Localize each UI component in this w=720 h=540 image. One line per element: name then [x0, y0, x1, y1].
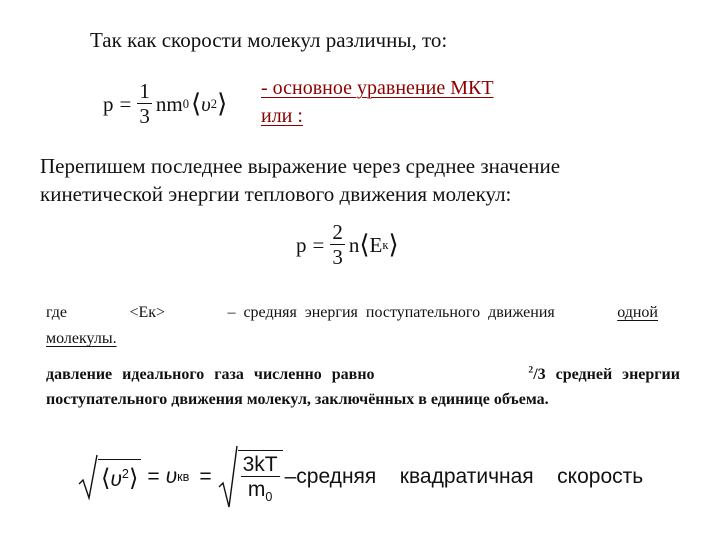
- definition-one: одной: [617, 304, 658, 321]
- bold-statement-fraction: [528, 366, 680, 384]
- eq2-n: n: [348, 232, 360, 257]
- eq3-mass-sub: 0: [265, 490, 273, 505]
- eq2-denominator: 3: [332, 245, 343, 269]
- eq1-denominator: 3: [139, 104, 150, 128]
- eq3-numerator: 3kT: [242, 453, 278, 476]
- definition-where: где: [46, 304, 68, 321]
- bold-statement-sup: 2: [528, 364, 534, 376]
- eq3-velocity: υ: [110, 468, 122, 491]
- eq3-sqrt2: [218, 445, 283, 509]
- equation-pressure-velocity: p = $\frac{1}{3}$ nm 0 ⟨ υ 2 ⟩: [103, 79, 228, 128]
- bold-statement-b: /3 средней энергии: [533, 366, 680, 383]
- eq2-lhs: p: [296, 232, 307, 257]
- eq1-close-bracket: ⟩: [217, 89, 228, 118]
- eq1-velocity: υ: [201, 91, 211, 116]
- eq2-equals: =: [312, 232, 325, 257]
- heading-text: Так как скорости молекул различны, то:: [90, 28, 448, 52]
- definition-text: – средняя энергия поступательного движения: [227, 304, 555, 321]
- eq2-numerator: 2: [332, 220, 343, 244]
- eq1-nm: nm: [155, 91, 183, 116]
- definition-line1: [46, 304, 658, 322]
- definition-line2: молекулы.: [46, 330, 117, 347]
- paragraph-line2: кинетической энергии теплового движения молекул:: [40, 182, 512, 206]
- eq2-close-bracket: ⟩: [388, 230, 399, 259]
- definition-ek: <Ек>: [129, 304, 166, 321]
- eq3-equals1: =: [147, 465, 160, 488]
- eq1-lhs: p: [103, 91, 114, 116]
- eq1-equals: =: [119, 91, 132, 116]
- eq1-note-line2: или :: [261, 105, 303, 127]
- eq2-open-bracket: ⟨: [359, 230, 370, 259]
- paragraph-line1: Перепишем последнее выражение через среднее значение: [40, 154, 561, 178]
- eq3-denominator: [246, 477, 275, 505]
- equation-pressure-energy: p = $\frac{2}{3}$ n ⟨ E к ⟩: [296, 220, 399, 269]
- sqrt-icon: [78, 454, 98, 500]
- bold-statement-line1: [46, 366, 680, 384]
- eq3-mass: m: [247, 478, 266, 501]
- eq3-v: υ: [165, 465, 178, 488]
- eq3-fraction: [238, 450, 283, 505]
- eq2-fraction: [330, 222, 345, 268]
- bold-statement-line2: поступательного движения молекул, заключённых в единице объема.: [46, 391, 549, 408]
- eq3-equals2: =: [199, 465, 212, 488]
- equation-rms-speed: $⟨\upsilon^2⟩$ = υ кв = $\frac{3kT}{m_0}$ –средняя квадратичная скорость: [78, 442, 643, 512]
- eq3-velocity-sup: 2: [121, 467, 129, 481]
- eq1-numerator: 1: [139, 79, 150, 103]
- eq3-mean-velocity: [98, 459, 141, 493]
- eq3-label: –средняя квадратичная скорость: [284, 465, 644, 488]
- eq1-fraction: [137, 81, 152, 127]
- eq1-open-bracket: ⟨: [190, 89, 202, 118]
- eq3-close-bracket: ⟩: [128, 465, 139, 492]
- eq3-open-bracket: ⟨: [101, 465, 111, 492]
- bold-statement-a: давление идеального газа численно равно: [46, 366, 375, 383]
- eq3-sqrt1: [78, 454, 141, 500]
- eq1-note-line1: - основное уравнение МКТ: [261, 77, 494, 99]
- sqrt-icon: [218, 445, 238, 509]
- eq2-energy: E: [369, 232, 383, 257]
